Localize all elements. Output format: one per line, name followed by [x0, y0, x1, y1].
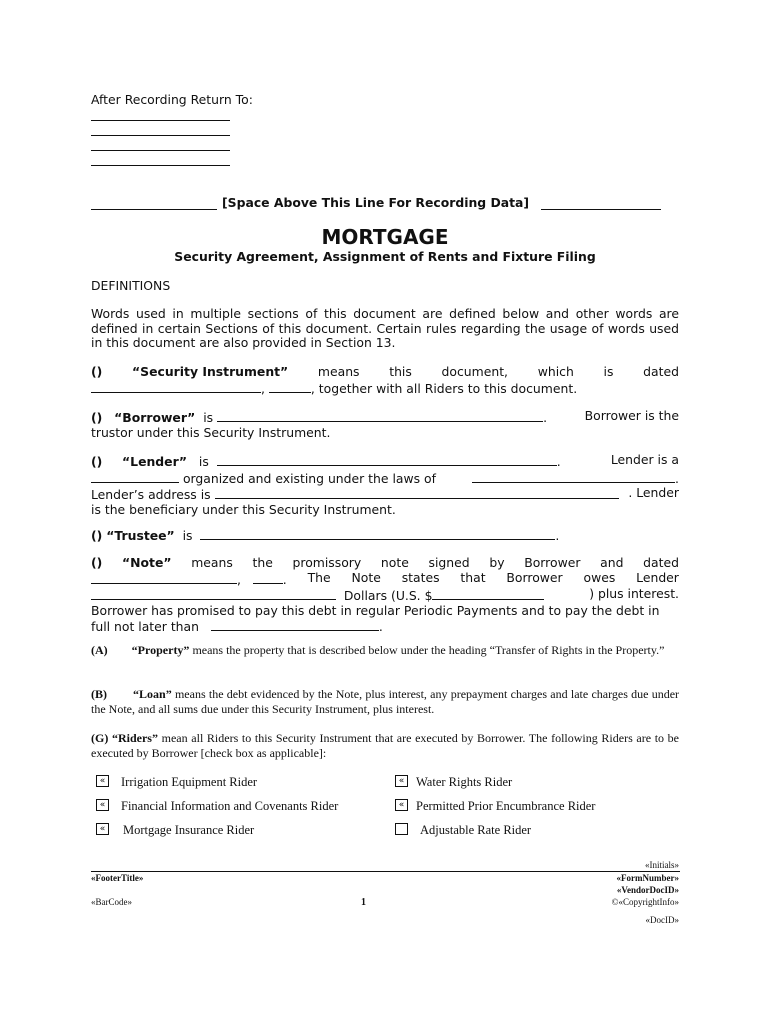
rider-label-adjustable-rate: Adjustable Rate Rider: [420, 823, 532, 837]
rider-checkbox-financial[interactable]: «: [96, 799, 109, 811]
recording-space-label: [Space Above This Line For Recording Data]: [222, 195, 530, 210]
tail-text: together with all Riders to this document.: [318, 380, 578, 396]
word: which: [537, 364, 574, 379]
footer-initials: «Initials»: [645, 860, 679, 870]
is-text: is: [182, 528, 193, 543]
amount-number-blank[interactable]: [432, 587, 544, 600]
after-address-text: . Lender: [628, 485, 679, 501]
rider-checkbox-water-rights[interactable]: «: [395, 775, 408, 787]
line-4: is the beneficiary under this Security Instrument.: [91, 501, 396, 517]
word: means: [191, 555, 233, 570]
line-4: Borrower has promised to pay this debt in regular Periodic Payments and to pay the debt in: [91, 602, 660, 618]
borrower-blank[interactable]: [217, 409, 543, 422]
word: note: [380, 555, 409, 570]
recording-line-right: [541, 209, 661, 210]
text: mean all Riders to this Security Instrument that are executed by Borrower. The following Riders are to be executed by Borrower [check box as applicable]:: [91, 731, 680, 760]
marker: (G): [91, 731, 109, 745]
property-definition: [91, 643, 679, 658]
maturity-date-blank[interactable]: [211, 618, 379, 631]
rider-checkbox-prior-encumbrance[interactable]: «: [395, 799, 408, 811]
rider-label-water-rights: Water Rights Rider: [416, 775, 513, 789]
marker: (): [91, 555, 103, 570]
lender-definition: () “Lender” is . Lender is a organized and existing under the laws of . Lender’s address is . Lender is the beneficiary under this Security Instrument.: [91, 452, 679, 517]
amount-words-blank[interactable]: [91, 587, 336, 600]
word: and: [600, 555, 624, 570]
word: Borrower: [506, 569, 563, 585]
word: is: [603, 364, 614, 379]
marker: (B): [91, 687, 107, 701]
word: Lender: [636, 569, 679, 585]
term: “Property”: [131, 643, 190, 657]
marker: (A): [91, 643, 108, 657]
word: Borrower: [524, 555, 581, 570]
marker: (): [91, 454, 103, 469]
document-title: MORTGAGE: [321, 225, 449, 249]
loan-definition: [91, 687, 679, 717]
plus-interest-text: ) plus interest.: [589, 586, 679, 602]
is-text: is: [198, 454, 209, 469]
footer-title: «FooterTitle»: [91, 873, 144, 883]
text: means the property that is described below under the heading “Transfer of Rights in the Property.”: [192, 643, 665, 657]
word: the: [252, 555, 273, 570]
footer-form-number: «FormNumber»: [616, 873, 679, 883]
year-blank[interactable]: [269, 380, 311, 393]
word: that: [460, 569, 486, 585]
lender-blank[interactable]: [217, 453, 557, 466]
address-blank[interactable]: [215, 486, 619, 499]
word: dated: [643, 555, 679, 570]
marker: (): [91, 410, 103, 425]
word: owes: [583, 569, 616, 585]
word: means: [317, 364, 360, 379]
word: The: [307, 569, 331, 585]
rider-label-financial: Financial Information and Covenants Rider: [121, 799, 339, 813]
address-text: Lender’s address is: [91, 487, 211, 503]
definitions-heading: DEFINITIONS: [91, 278, 171, 293]
is-text: is: [203, 410, 214, 425]
security-instrument-definition: () “Security Instrument” means this document, which is dated , , together with all Riders to this document.: [91, 364, 679, 396]
rider-checkbox-irrigation[interactable]: «: [96, 775, 109, 787]
rider-label-prior-encumbrance: Permitted Prior Encumbrance Rider: [416, 799, 596, 813]
term: “Borrower”: [114, 410, 196, 425]
word: dated: [643, 364, 679, 379]
text: means the debt evidenced by the Note, plus interest, any prepayment charges and late charges due under the Note, and all sums due under this Security Instrument, plus interest.: [91, 687, 680, 716]
organized-text: organized and existing under the laws of: [182, 470, 436, 486]
word: promissory: [292, 555, 362, 570]
term: “Security Instrument”: [132, 364, 289, 379]
footer-copyright: ©«CopyrightInfo»: [611, 897, 679, 907]
line-2: trustor under this Security Instrument.: [91, 424, 331, 440]
word: Note: [351, 569, 381, 585]
return-to-line-4: [91, 165, 230, 166]
rider-checkbox-adjustable-rate[interactable]: [395, 823, 408, 835]
document-subtitle: Security Agreement, Assignment of Rents and Fixture Filing: [174, 249, 596, 264]
return-to-line-2: [91, 135, 230, 136]
note-definition: () “Note” means the promissory note signed by Borrower and dated , . The Note states that Borrower owes Lender Dollars (U.S. $ ) plus interest. Borrower has promised to pay this debt in regular Periodic Payments and to pay the debt in full not later than .: [91, 555, 679, 635]
return-to-line-3: [91, 150, 230, 151]
line-5: full not later than: [91, 619, 199, 635]
footer-barcode: «BarCode»: [91, 897, 132, 907]
borrower-definition: () “Borrower” is . Borrower is the trustor under this Security Instrument.: [91, 408, 679, 440]
term: “Trustee”: [106, 528, 175, 543]
return-to-line-1: [91, 120, 230, 121]
jurisdiction-blank[interactable]: [472, 470, 675, 483]
return-to-label: After Recording Return To:: [91, 92, 253, 107]
trustee-blank[interactable]: [200, 527, 555, 540]
word: states: [401, 569, 440, 585]
after-text: Borrower is the: [584, 408, 679, 423]
footer-rule: [91, 871, 680, 872]
note-year-blank[interactable]: [253, 571, 283, 584]
entity-type-blank[interactable]: [91, 470, 179, 483]
note-date-blank[interactable]: [91, 571, 237, 584]
term: “Loan”: [133, 687, 172, 701]
intro-paragraph: Words used in multiple sections of this document are defined below and other words are defined in certain Sections of this document. Certain rules regarding the usage of words used in this document are also provided in Section 13.: [91, 306, 679, 351]
term: “Riders”: [111, 731, 158, 745]
word: document,: [441, 364, 508, 379]
marker: (): [91, 364, 103, 379]
term: “Note”: [122, 555, 172, 570]
trustee-definition: () “Trustee” is .: [91, 528, 560, 543]
footer-vendor-doc-id: «VendorDocID»: [616, 885, 679, 895]
riders-definition: [91, 731, 679, 761]
date-blank[interactable]: [91, 380, 261, 393]
rider-checkbox-mortgage-insurance[interactable]: «: [96, 823, 109, 835]
term: “Lender”: [122, 454, 188, 469]
marker: (): [91, 528, 103, 543]
after-text: Lender is a: [610, 452, 679, 467]
word: signed: [428, 555, 470, 570]
word: this: [389, 364, 412, 379]
word: by: [489, 555, 505, 570]
rider-label-irrigation: Irrigation Equipment Rider: [121, 775, 258, 789]
dollars-text: Dollars (U.S. $: [343, 588, 433, 604]
rider-label-mortgage-insurance: Mortgage Insurance Rider: [123, 823, 255, 837]
recording-line-left: [91, 209, 217, 210]
footer-doc-id: «DocID»: [645, 915, 679, 925]
footer-page-number: 1: [361, 897, 366, 908]
